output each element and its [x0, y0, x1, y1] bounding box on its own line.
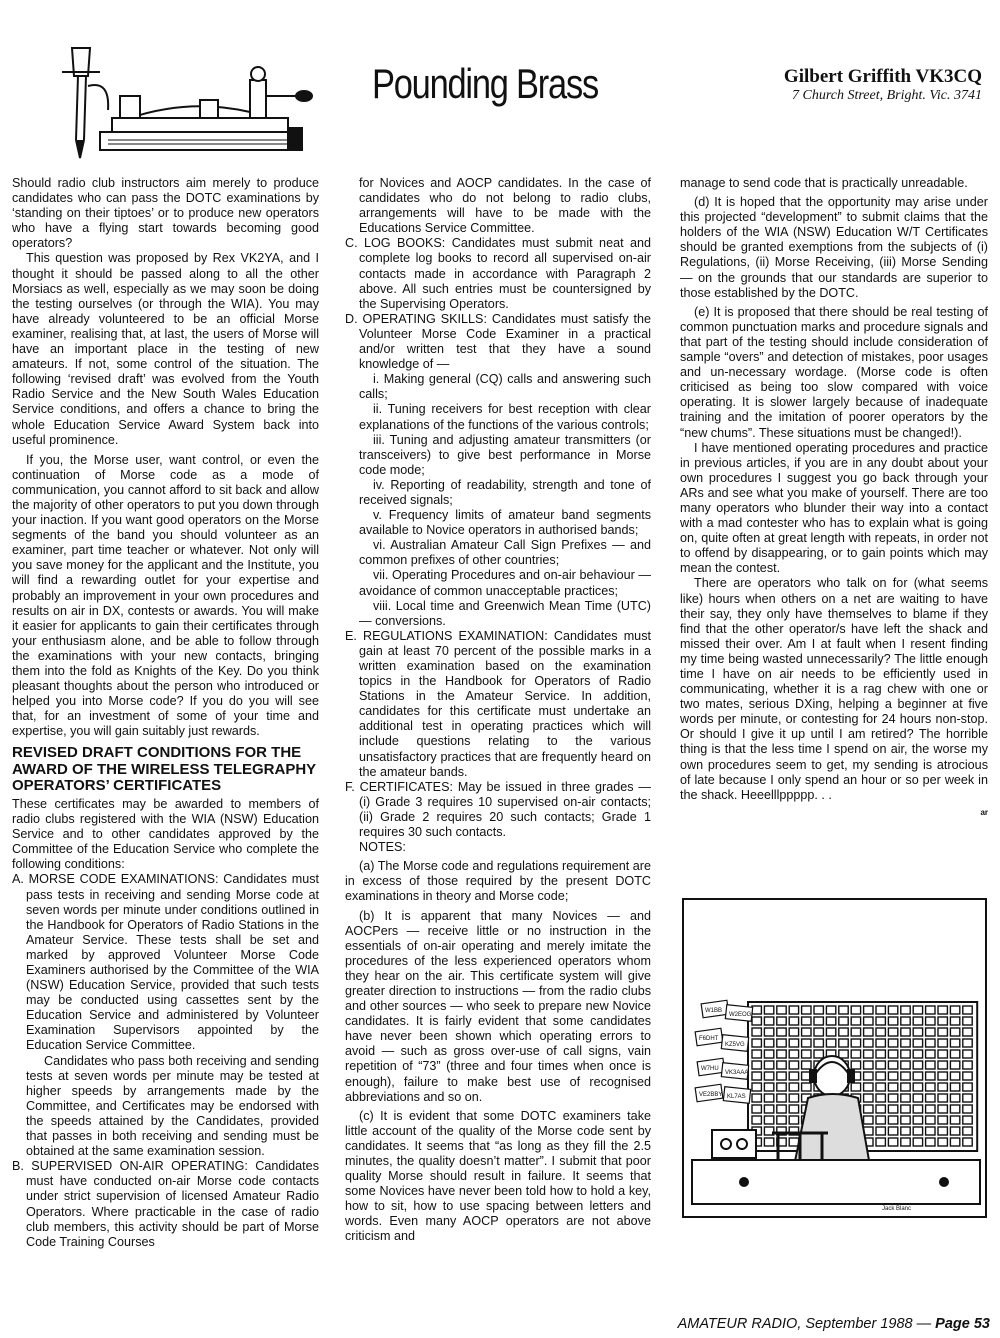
page-title: Pounding Brass [372, 60, 598, 107]
note-a: (a) The Morse code and regulations requirement are in excess of those required by the present DOTC examinations in theory and Morse code; [345, 859, 651, 904]
qsl-card [695, 1028, 723, 1045]
page-header [0, 0, 1000, 175]
note-e: (e) It is proposed that there should be real testing of common punctuation marks and procedure signals and that part of the testing should include consideration of sample “overs” and detection of mistakes, poor usages and un-necessary wordage. (Morse code is often criticised as being too slow compared with voice operating. It is slower largely because of inadequate training and the imitation of poorer operators by the “new chums”. These situations must be changed!). [680, 304, 988, 440]
skills-list [345, 372, 651, 629]
list-item: iii. Tuning and adjusting amateur transmitters (or transceivers) to give best performance in Morse code mode; [359, 432, 651, 477]
condition-c: C. LOG BOOKS: Candidates must submit neat and complete log books to record all supervised on-air contacts made in accordance with Paragraph 2 above. All such entries must be countersigned by the Supervising Operators. [345, 236, 651, 311]
qsl-card-label: W2EOG [729, 1012, 752, 1018]
list-item: iv. Reporting of readability, strength and tone of received signals; [359, 477, 651, 507]
qsl-card [721, 1035, 748, 1052]
list-item: v. Frequency limits of amateur band segments available to Novice operators in authorised bands; [359, 508, 651, 538]
end-mark: ar [980, 807, 988, 817]
morse-key-logo [50, 40, 350, 170]
column-3 [680, 176, 988, 820]
qsl-card-label: KZ5VG [725, 1042, 745, 1048]
qsl-card [701, 1000, 729, 1017]
list-item: vii. Operating Procedures and on-air behaviour — avoidance of common unacceptable practices; [359, 568, 651, 598]
page-footer [678, 1316, 990, 1332]
paragraph: I have mentioned operating procedures and practice in previous articles, if you are in any doubt about your own procedures I suggest you go back through your ARs and see what you make of yourself. There are too many operators who blunder their way into a contact with a mad contester who has to explain what is going on, quite often at great length with repeats, in order not to offend by disappearing, or to gain points which may mean the contest. [680, 440, 988, 576]
note-d: (d) It is hoped that the opportunity may arise under this projected “development” to submit claims that the holders of the WIA (NSW) Education W/T Certificates should be granted exemptions from the subjects of (i) Regulations, (ii) Morse Receiving, (iii) Morse Sending — on the grounds that our standards are superior to those established by the DOTC. [680, 195, 988, 300]
qsl-card-label: VK3AAA [725, 1070, 749, 1076]
list-item: vi. Australian Amateur Call Sign Prefixes — and common prefixes of other countries; [359, 538, 651, 568]
qsl-card [695, 1084, 723, 1101]
note-b: (b) It is apparent that many Novices — and AOCPers — receive little or no instruction in the essentials of on-air operating and merely imitate the procedures of the less experienced operators whom they hear on the air. This certificate system will give greater direction to instructions — from the radio clubs and other sources — who seek to prepare new Novice candidates. It is fairly evident that some candidates have never been shown which operating errors to avoid — such as gross over-use of call signs, vain repetition of “73” (three and four times when once is enough), failure to make best use of recognised abbreviations and so on. [345, 908, 651, 1104]
condition-d: D. OPERATING SKILLS: Candidates must satisfy the Volunteer Morse Code Examiner in a practical and/or written test that they have a sound knowledge of — [345, 311, 651, 372]
column-1 [12, 176, 319, 1250]
paragraph: manage to send code that is practically unreadable. [680, 176, 968, 190]
qsl-card [725, 1005, 752, 1022]
qsl-card [723, 1087, 750, 1104]
condition-a: A. MORSE CODE EXAMINATIONS: Candidates must pass tests in receiving and sending Morse code at seven words per minute under conditions outlined in the Handbook for Operators of Radio Stations in the Amateur Service. These tests shall be set and marked by approved Volunteer Morse Code Examiners authorised by the Committee of the WIA (NSW) Education Service, provided that such tests may be conducted using cassettes sent by the Education Service and administered by Volunteer Examination Supervisors appointed by the Education Service Committee. [12, 872, 319, 1053]
qsl-card-label: VE2BBY [699, 1092, 723, 1098]
cartoon-signature: Jack Blanc [882, 1206, 912, 1212]
author-address: 7 Church Street, Bright. Vic. 3741 [791, 88, 982, 103]
qsl-card-label: KL7AS [727, 1094, 746, 1100]
paragraph: There are operators who talk on for (what seems like) hours when others on a net are waiting to have their say, they only have themselves to blame if they find that the other operator/s have left the shack and missed their over. Am I at fault when I resent finding my time being wasted unnecessarily? The little enough time I have on air needs to be efficiently used in communicating, whether it is a rag chew with one or two mates, serious DXing, helping a beginner at five words per minute, or contesting for 24 hours non-stop. Or should I give it up until I am retired? The horrible thing is that the less time I spend on air, the worse my own procedures seem to get, my sending is atrocious of late because I only spend an hour or so per week in the shack. Heeelllppppp. . . [680, 576, 988, 802]
paragraph: If you, the Morse user, want control, or even the continuation of Morse code as a mode of communication, you cannot afford to sit back and allow the majority of other operators to put you down through your inaction. If you want good operators on the Morse segments of the band you should volunteer as an examiner, part time teacher or whatever. Not only will you save money for the applicant and the Institute, you will find a rewarding outlet for your expertise and probably an improvement in your own procedures and results on air in DX, contests or awards. You will make it easier for applicants to gain their certificates through your enthusiasm alone, and be able to follow through the examinations with your new contacts, bringing them into the fold as Knights of the Key. Do you think pleasant thoughts about the person who introduced or helped you into Morse code? If you do you will see that, for an investment of some of your time and expertise, you will gain suitably just rewards. [12, 452, 319, 739]
footer-magazine: AMATEUR RADIO, [677, 1316, 802, 1332]
section-heading: REVISED DRAFT CONDITIONS FOR THE AWARD OF THE WIRELESS TELEGRAPHY OPERATORS’ CERTIFICATES [12, 744, 316, 795]
notes-label: NOTES: [359, 840, 406, 855]
author-name: Gilbert Griffith VK3CQ [783, 66, 982, 87]
qsl-card-label: F6DHT [699, 1036, 719, 1042]
paragraph: These certificates may be awarded to members of radio clubs registered with the WIA (NSW) Education Service and to other candidates approved by the Committee of the Education Service who complete the following conditions: [12, 796, 319, 872]
footer-date: September 1988 — [801, 1316, 936, 1332]
note-c: (c) It is evident that some DOTC examiners take little account of the quality of the Morse code sent by candidates. It seems that “as long as they fill the 2.5 minutes, the quality doesn’t matter”. I submit that poor quality Morse should result in failure. It seems that some Novices have never been told how to hold a key, how to sit, how to use spacing between letters and words. Even many AOCP operators are not above criticism and [345, 1108, 651, 1244]
paragraph: This question was proposed by Rex VK2YA, and I thought it should be passed along to all the other Morsiacs as well, especially as we may soon be doing the testing ourselves (or through the WIA). You may have already volunteered to be an official Morse examiner, realising that, at last, the users of Morse will have an important place in the testing of new amateurs. If not, some control of the situation. The following ‘revised draft’ was evolved from the Youth Radio Service and the New South Wales Education Service conditions, and offers a chance to bring the whole Education Service Award System back into useful prominence. [12, 251, 319, 447]
qsl-card-label: W7HU [701, 1066, 719, 1072]
qsl-card [697, 1058, 725, 1075]
list-item: viii. Local time and Greenwich Mean Time (UTC) — conversions. [359, 598, 651, 628]
author-block [784, 66, 982, 104]
footer-page-number: Page 53 [935, 1316, 990, 1332]
list-item: i. Making general (CQ) calls and answering such calls; [359, 372, 651, 402]
paragraph: Candidates who pass both receiving and sending tests at seven words per minute may be tested at higher speeds by arrangements made by the Committee, and Certificates may be endorsed with the speeds attained by the Candidates, provided that passes in both receiving and sending must be obtained at the same examination session. [26, 1053, 319, 1159]
condition-b: B. SUPERVISED ON-AIR OPERATING: Candidates must have conducted on-air Morse code contacts under strict supervision of licensed Amateur Radio Operators. Where practicable in the case of radio club members, this activity should be part of Morse Code Training Courses [12, 1159, 319, 1249]
paragraph: Should radio club instructors aim merely to produce candidates who can pass the DOTC examinations by ‘standing on their tiptoes’ or to produce new operators who have a flying start towards becoming good operators? [12, 176, 319, 251]
paragraph: for Novices and AOCP candidates. In the case of candidates who do not belong to radio clubs, arrangements will have to be made with the Educations Service Committee. [359, 176, 651, 236]
column-2 [345, 176, 651, 1245]
condition-e: E. REGULATIONS EXAMINATION: Candidates must gain at least 70 percent of the possible marks in a written examination based on the examination topics in the Handbook for Operators of Radio Stations in the Amateur Service. In addition, candidates for this certificate must undertake an additional test in operating practices which will include questions relating to the various unsatisfactory practices that are frequently heard on the amateur bands. [345, 628, 651, 779]
list-item: ii. Tuning receivers for best reception with clear explanations of the functions of the various controls; [359, 402, 651, 432]
qsl-card [721, 1063, 748, 1080]
cartoon-illustration [682, 898, 987, 1218]
condition-f: F. CERTIFICATES: May be issued in three grades — (i) Grade 3 requires 10 supervised on-air contacts; (ii) Grade 2 requires 20 such contacts; Grade 1 requires 30 such contacts. [345, 779, 651, 840]
qsl-card-label: W1BB [705, 1008, 723, 1014]
